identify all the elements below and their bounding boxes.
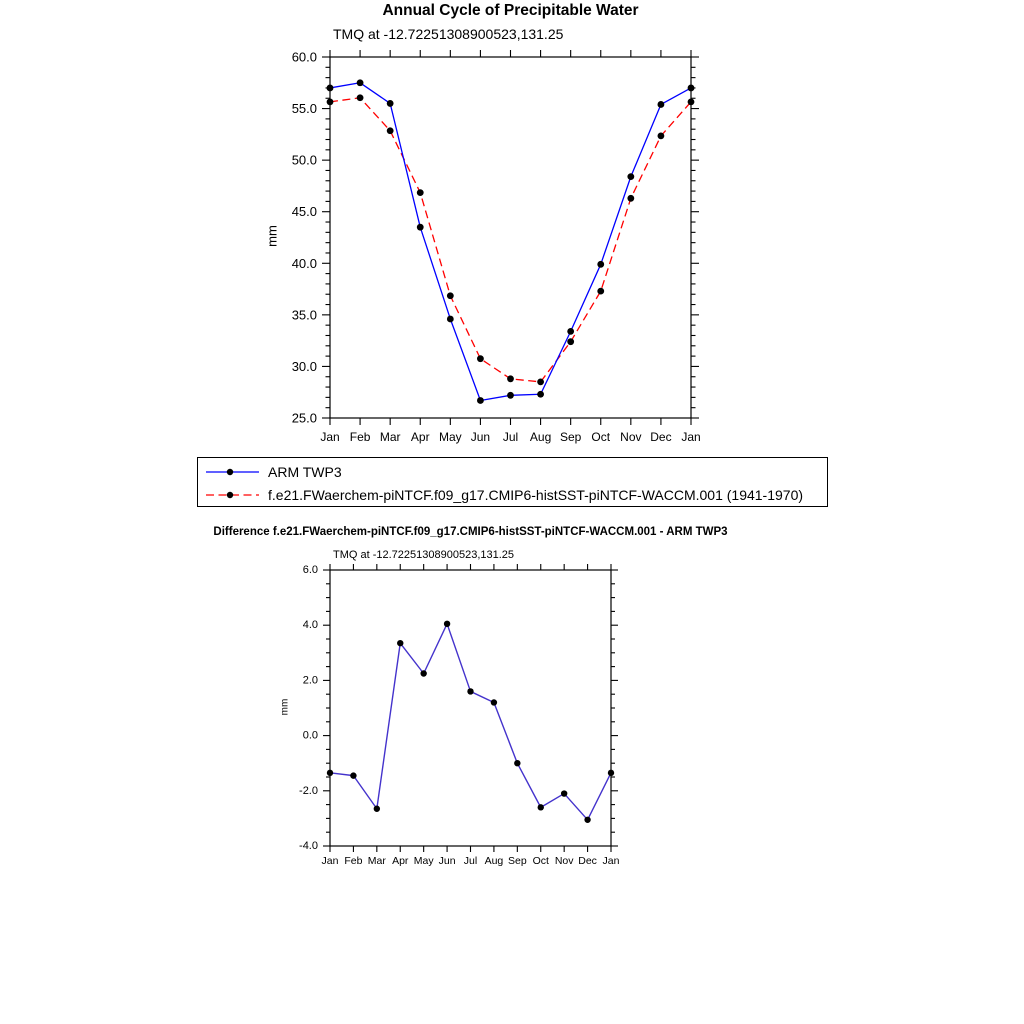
x-tick-label: Feb (349, 430, 371, 444)
data-point-marker (567, 338, 574, 345)
x-tick-label: Apr (392, 855, 409, 867)
x-tick-label: Dec (578, 855, 597, 867)
y-tick-label: 4.0 (302, 619, 318, 632)
x-tick-label: Dec (650, 430, 672, 444)
data-point-marker (357, 94, 364, 101)
legend-sample-marker (227, 491, 233, 497)
chart1-title: Annual Cycle of Precipitable Water (382, 2, 639, 19)
plot-frame (330, 57, 691, 418)
data-point-marker (477, 397, 484, 404)
y-tick-label: 45.0 (291, 204, 317, 220)
x-tick-label: Apr (410, 430, 430, 444)
y-tick-label: 2.0 (302, 674, 318, 687)
data-point-marker (537, 379, 544, 386)
plot-frame (330, 570, 611, 846)
data-point-marker (491, 699, 497, 705)
chart2-y-axis-label: mm (279, 698, 291, 716)
data-point-marker (417, 224, 424, 231)
data-point-marker (374, 806, 380, 812)
legend-item-model-run (205, 483, 827, 506)
legend-box (197, 457, 828, 507)
legend-label: f.e21.FWaerchem-piNTCF.f09_g17.CMIP6-histSST-piNTCF-WACCM.001 (1941-1970) (268, 486, 804, 503)
y-tick-label: 55.0 (291, 101, 317, 117)
x-tick-label: Aug (529, 430, 552, 444)
x-tick-label: Mar (379, 430, 401, 444)
data-point-marker (597, 288, 604, 295)
data-point-marker (357, 79, 364, 86)
x-tick-label: Jun (438, 855, 456, 867)
y-tick-label: 40.0 (291, 255, 317, 271)
legend-line-sample-red-dashed (205, 487, 263, 503)
data-point-marker (447, 292, 454, 299)
data-point-marker (327, 770, 333, 776)
legend-sample-marker (227, 468, 233, 474)
data-point-marker (688, 98, 695, 105)
chart1-subtitle: TMQ at -12.72251308900523,131.25 (333, 26, 564, 42)
data-point-marker (444, 621, 450, 627)
data-point-marker (627, 173, 634, 180)
x-tick-label: Oct (532, 855, 549, 867)
chart1-y-axis-label: mm (264, 225, 280, 247)
chart-plot-area (299, 564, 620, 867)
data-point-marker (658, 133, 665, 140)
data-point-marker (608, 770, 614, 776)
x-tick-label: Oct (591, 430, 611, 444)
data-point-marker (688, 85, 695, 92)
data-point-marker (417, 189, 424, 196)
y-tick-label: 50.0 (291, 152, 317, 168)
data-point-marker (538, 804, 544, 810)
data-point-marker (387, 100, 394, 107)
legend-line-sample-blue (205, 464, 263, 480)
legend-label: ARM TWP3 (268, 463, 342, 480)
y-tick-label: 0.0 (302, 729, 318, 742)
data-point-marker (387, 127, 394, 134)
x-tick-label: May (438, 430, 462, 444)
x-tick-label: Nov (620, 430, 642, 444)
data-point-marker (507, 375, 514, 382)
chart2-subtitle: TMQ at -12.72251308900523,131.25 (333, 549, 515, 561)
x-tick-label: May (413, 855, 434, 867)
series-line (330, 98, 691, 382)
chart2-title: Difference f.e21.FWaerchem-piNTCF.f09_g17.CMIP6-histSST-piNTCF-WACCM.001 - ARM TWP3 (213, 526, 728, 538)
data-point-marker (561, 790, 567, 796)
x-tick-label: Jul (502, 430, 519, 444)
x-tick-label: Feb (344, 855, 363, 867)
x-tick-label: Sep (507, 855, 527, 867)
series-line (330, 83, 691, 401)
data-point-marker (514, 760, 520, 766)
y-tick-label: 25.0 (291, 410, 317, 426)
data-point-marker (597, 261, 604, 268)
x-tick-label: Jan (602, 855, 620, 867)
data-point-marker (658, 101, 665, 108)
data-point-marker (537, 391, 544, 398)
series-line (330, 624, 611, 820)
x-tick-label: Aug (484, 855, 504, 867)
data-point-marker (567, 328, 574, 335)
x-tick-label: Mar (367, 855, 386, 867)
y-tick-label: -2.0 (299, 784, 318, 797)
data-point-marker (327, 98, 334, 105)
data-point-marker (420, 670, 426, 676)
data-point-marker (447, 316, 454, 323)
x-tick-label: Jun (470, 430, 491, 444)
data-point-marker (584, 817, 590, 823)
data-point-marker (467, 688, 473, 694)
y-tick-label: 60.0 (291, 49, 317, 65)
legend-item-arm-twp3 (205, 460, 827, 483)
y-tick-label: 6.0 (302, 564, 318, 576)
x-tick-label: Nov (554, 855, 574, 867)
data-point-marker (477, 355, 484, 362)
data-point-marker (327, 85, 334, 92)
x-tick-label: Jul (463, 855, 478, 867)
y-tick-label: 30.0 (291, 358, 317, 374)
y-tick-label: 35.0 (291, 307, 317, 323)
x-tick-label: Sep (559, 430, 582, 444)
data-point-marker (397, 640, 403, 646)
x-tick-label: Jan (321, 855, 339, 867)
data-point-marker (627, 195, 634, 202)
y-tick-label: -4.0 (299, 840, 318, 852)
x-tick-label: Jan (681, 430, 701, 444)
x-tick-label: Jan (320, 430, 340, 444)
chart-plot-area (292, 50, 701, 445)
data-point-marker (350, 772, 356, 778)
data-point-marker (507, 392, 514, 399)
